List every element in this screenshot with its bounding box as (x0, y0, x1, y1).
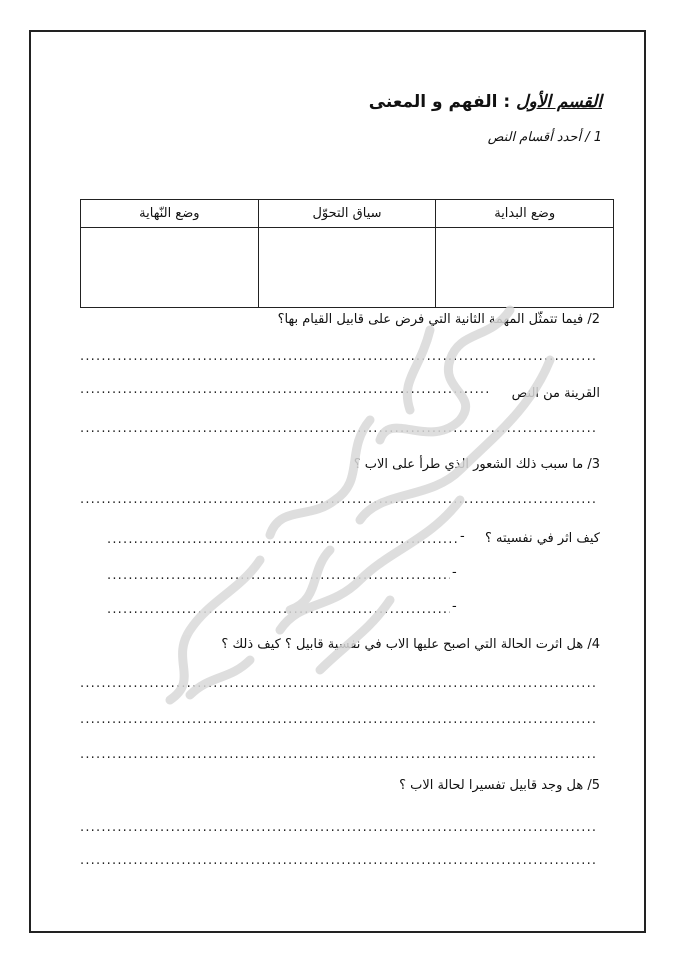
heading-separator: : (497, 92, 517, 112)
section-label: القسم الأول (516, 92, 602, 112)
answer-line[interactable] (80, 748, 598, 762)
answer-cell-turn[interactable] (258, 228, 436, 308)
answer-cell-start[interactable] (436, 228, 614, 308)
header-turn: سياق التحوّل (258, 200, 436, 228)
question-3: 3/ ما سبب ذلك الشعور الذي طرأ على الاب ؟ (353, 457, 600, 472)
answer-line[interactable] (107, 569, 450, 583)
answer-line[interactable] (80, 713, 598, 727)
dash-marker: - (452, 599, 457, 614)
question-3-sub: كيف اثر في نفسيته ؟ (484, 531, 600, 546)
question-5: 5/ هل وجد قابيل تفسيرا لحالة الاب ؟ (399, 778, 600, 793)
answer-line[interactable] (80, 422, 598, 436)
answer-line[interactable] (80, 677, 598, 691)
answer-line[interactable] (80, 854, 598, 868)
answer-line[interactable] (80, 493, 598, 507)
table-answer-row (81, 228, 614, 308)
dash-marker: - (452, 565, 457, 580)
answer-line[interactable] (107, 533, 457, 547)
question-2: 2/ فيما تتمثّل المهمة الثانية التي فرض على قابيل القيام بها؟ (277, 312, 600, 327)
section-heading (369, 92, 602, 112)
answer-line[interactable] (80, 383, 490, 397)
answer-line[interactable] (107, 603, 450, 617)
header-end: وضع النّهاية (81, 200, 259, 228)
header-start: وضع البداية (436, 200, 614, 228)
page-border (29, 30, 646, 933)
task-1-label: 1 / أحدد أقسام النص (487, 130, 602, 145)
text-parts-table (80, 199, 614, 308)
section-title: الفهم و المعنى (368, 92, 498, 112)
question-2-evidence: القرينة من النص (511, 386, 600, 401)
answer-line[interactable] (80, 350, 598, 364)
table-header-row (81, 200, 614, 228)
dash-marker: - (460, 529, 465, 544)
question-4: 4/ هل اثرت الحالة التي اصبح عليها الاب في نفسية قابيل ؟ كيف ذلك ؟ (221, 637, 600, 652)
answer-cell-end[interactable] (81, 228, 259, 308)
answer-line[interactable] (80, 821, 598, 835)
